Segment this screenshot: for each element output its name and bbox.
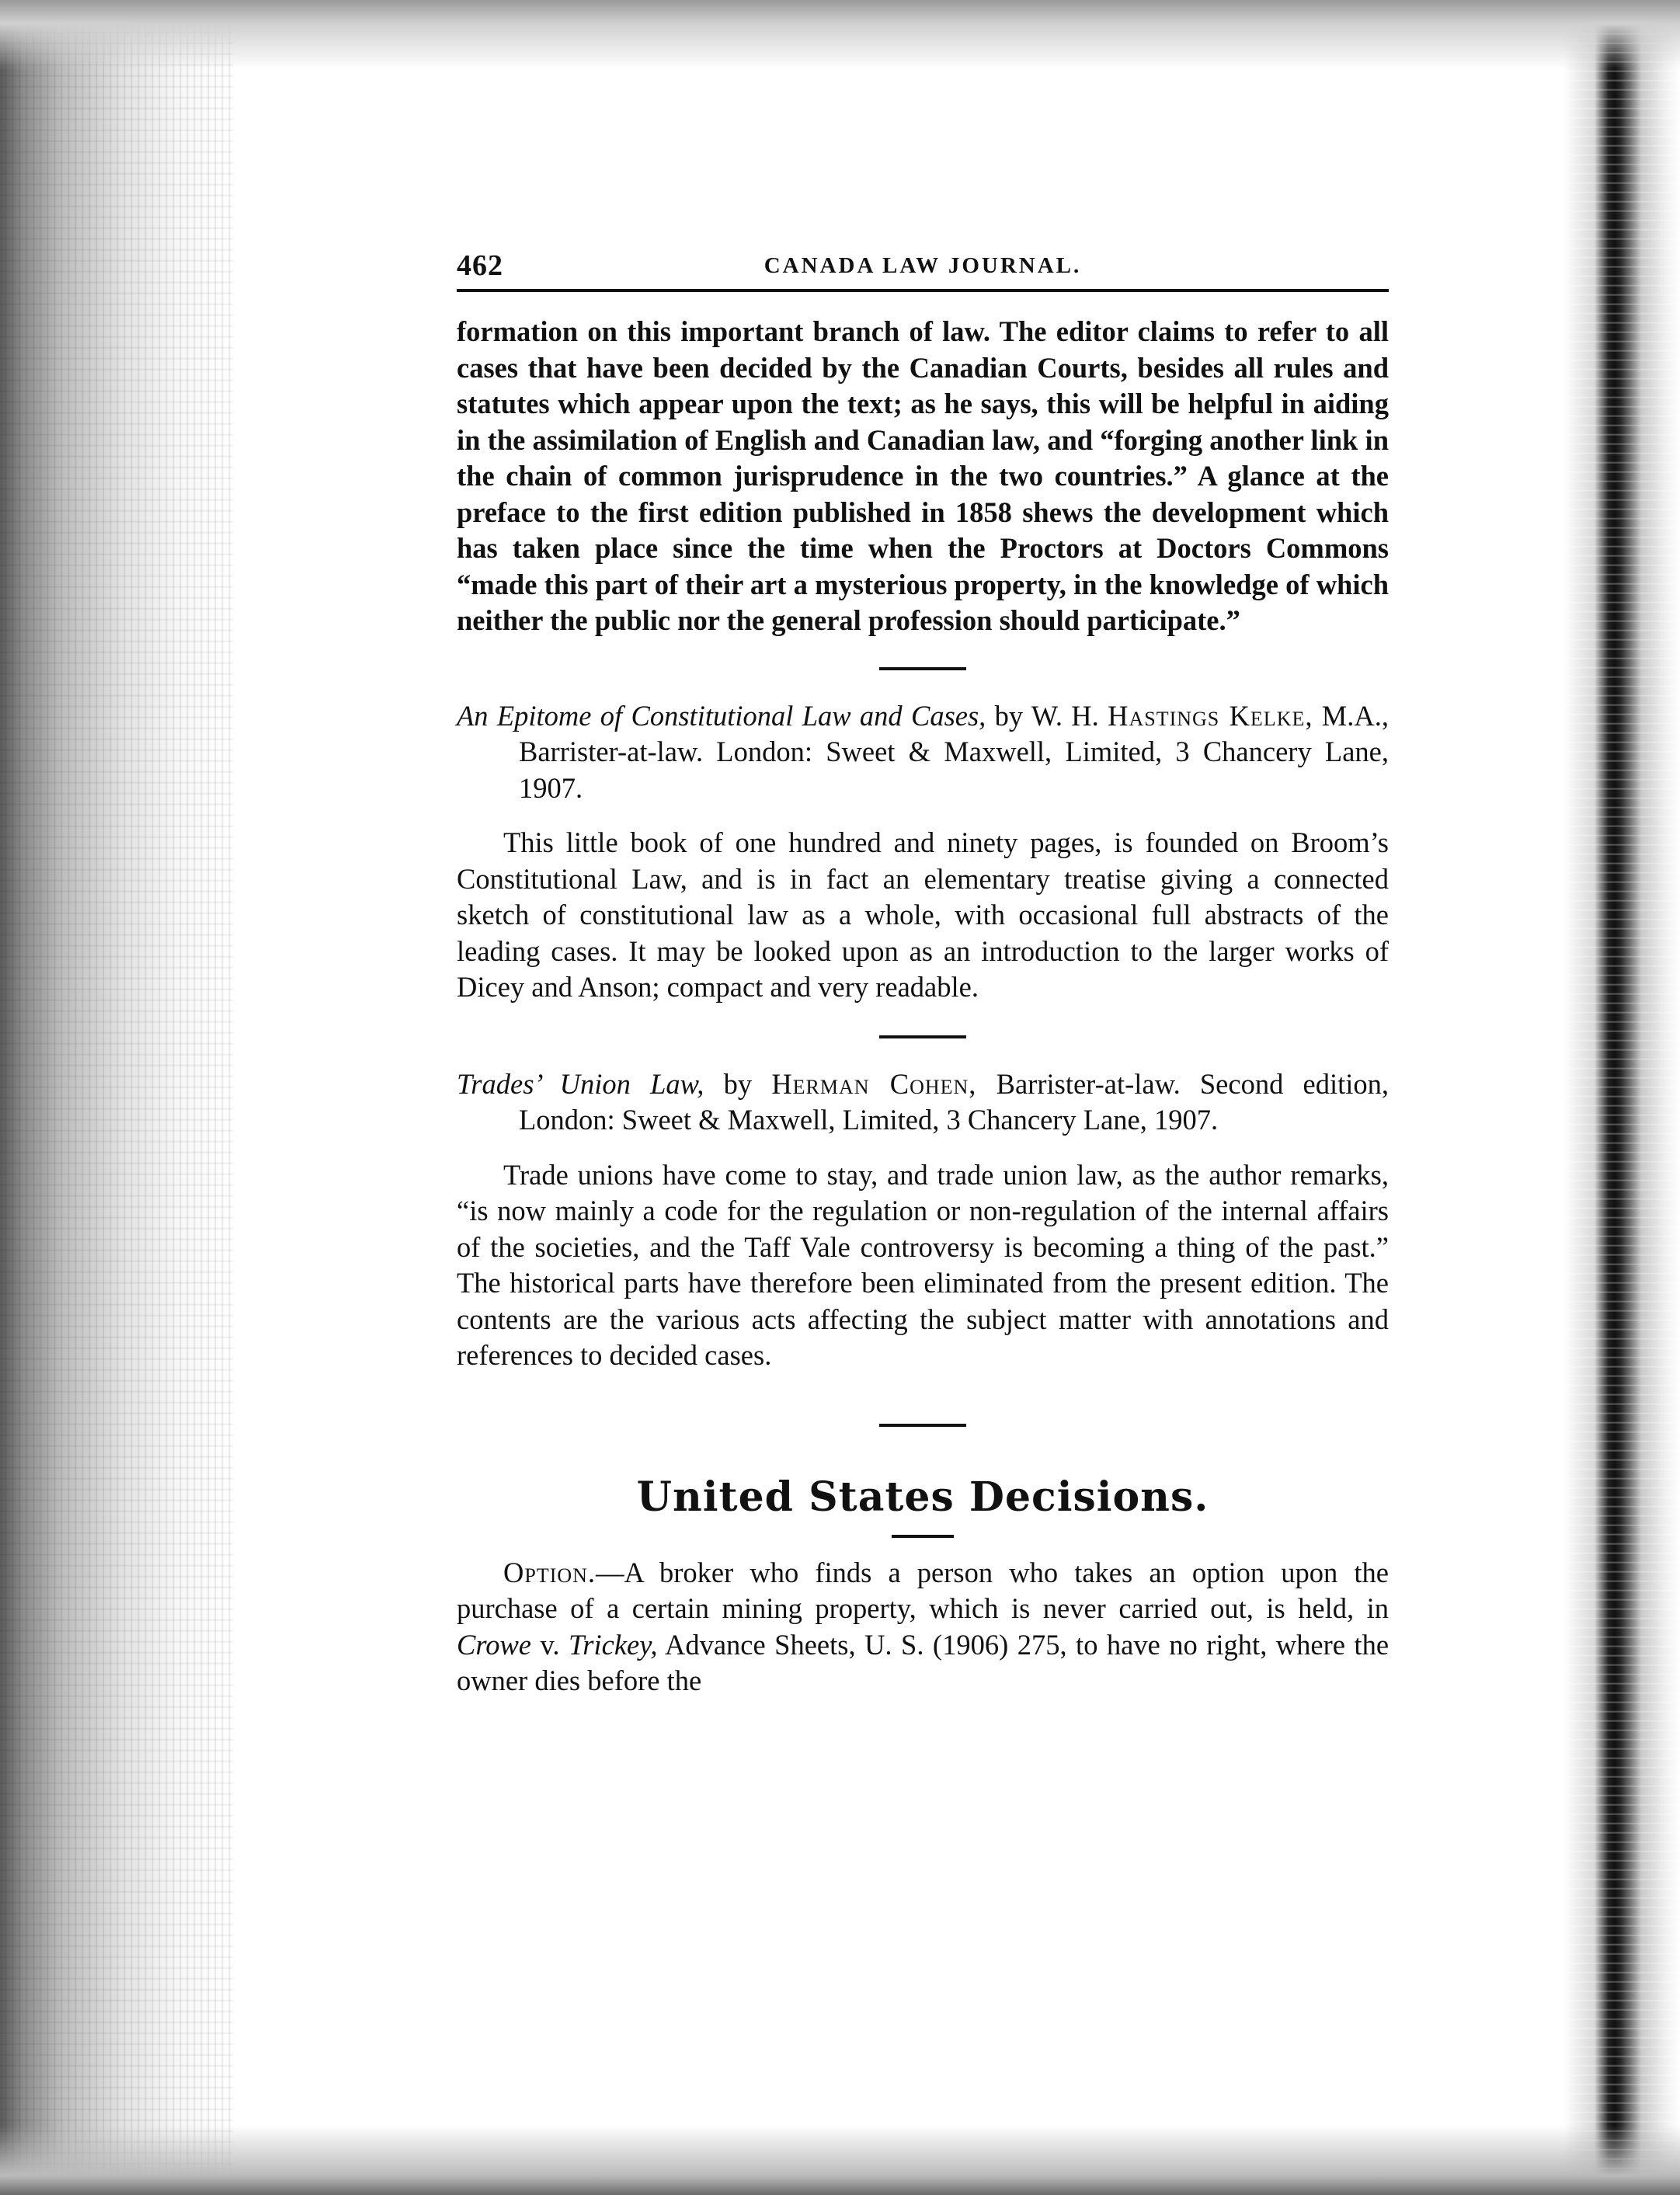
scan-edge-shadow-bottom — [0, 2125, 1680, 2195]
section-divider — [879, 1035, 966, 1038]
review-body-epitome: This little book of one hundred and ninety pages, is founded on Broom’s Constitutional Law, and is in fact an elementary treatise giving a connected sketch of constitutional law as a whole, with occasional full abstracts of the leading cases. It may be looked upon as an introduction to the larger works of Dicey and Anson; compact and very readable. — [457, 826, 1389, 1003]
book-title: Trades’ Union Law, — [457, 1067, 704, 1100]
section-heading: United States Decisions. — [636, 1473, 1209, 1521]
journal-title: CANADA LAW JOURNAL. — [763, 253, 1082, 278]
book-author: Herman Cohen, — [771, 1067, 977, 1100]
book-author: Hastings Kelke, — [1108, 699, 1313, 732]
case-citation-text: Advance Sheets, U. S. (1906) 275, to have no right, where the owner dies before the — [457, 1628, 1390, 1696]
section-divider — [879, 667, 966, 670]
review-body-trades-union: Trade unions have come to stay, and trade union law, as the author remarks, “is now mainly a code for the regulation or non-regulation of the internal affairs of the societies, and the Taff Vale controversy is becoming a thing of the past.” The historical parts have therefore been eliminated from the present edition. The contents are the various acts affecting the subject matter with annotations and references to decided cases. — [457, 1158, 1389, 1371]
case-versus: v. — [540, 1628, 560, 1661]
page-number: 462 — [457, 249, 503, 282]
case-party-2: Trickey, — [568, 1628, 658, 1661]
scan-edge-shadow-right — [1563, 0, 1680, 2195]
case-paragraph-option — [457, 1555, 1389, 1699]
by-label: by W. H. — [994, 699, 1099, 732]
continuation-paragraph: formation on this important branch of law. The editor claims to refer to all cases that have been decided by the Canadian Courts, besides all rules and statutes which appear upon the text; as he says, this will be helpful in aiding in the assimilation of English and Canadian law, and “forging another link in the chain of common jurisprudence in the two countries.” A glance at the preface to the first edition published in 1858 shews the development which has taken place since the time when the Proctors at Doctors Commons “made this part of their art a mysterious property, in the knowledge of which neither the public nor the general profession should participate.” — [457, 315, 1389, 636]
review-entry-epitome — [457, 698, 1389, 807]
section-divider — [879, 1424, 966, 1427]
review-entry-trades-union — [457, 1066, 1389, 1139]
case-party-1: Crowe — [457, 1628, 531, 1661]
case-text: —A broker who finds a person who takes an option upon the purchase of a certain mining property, which is never carried out, is held, in — [457, 1556, 1389, 1624]
running-head — [457, 249, 1389, 292]
journal-page — [457, 249, 1389, 1699]
scan-edge-shadow-top — [0, 0, 1680, 70]
heading-underline — [892, 1535, 954, 1538]
by-label: by — [723, 1067, 753, 1100]
case-topic-label: Option. — [503, 1556, 597, 1588]
book-publication-details: M.A., Barrister-at-law. London: Sweet & Maxwell, Limited, 3 Chancery Lane, 1907. — [519, 699, 1389, 804]
scan-binding-shadow-left — [0, 0, 233, 2195]
book-publication-details: Barrister-at-law. Second edition, London: Sweet & Maxwell, Limited, 3 Chancery Lane, 1907. — [519, 1067, 1390, 1136]
book-title: An Epitome of Constitutional Law and Cases, — [457, 699, 986, 732]
